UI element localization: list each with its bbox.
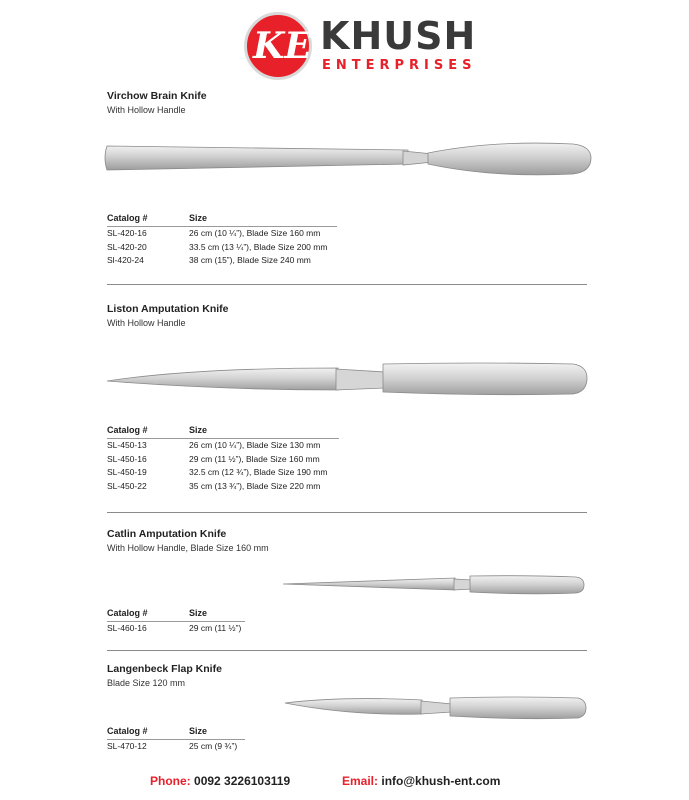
table-header xyxy=(107,425,339,439)
catalog-number: Sl-420-24 xyxy=(107,255,144,265)
catalog-table xyxy=(107,213,337,268)
phone-label: Phone: xyxy=(150,774,191,788)
catalog-number: SL-470-12 xyxy=(107,741,147,751)
catalog-table xyxy=(107,608,245,636)
header-catalog: Catalog # xyxy=(107,425,148,435)
table-row xyxy=(107,622,245,636)
section-divider xyxy=(107,512,587,513)
product-title: Virchow Brain Knife xyxy=(107,90,207,102)
product-subtitle: With Hollow Handle xyxy=(107,105,186,115)
knife-image xyxy=(103,356,593,402)
catalog-number: SL-450-22 xyxy=(107,480,147,491)
size-cell: 38 cm (15”), Blade Size 240 mm xyxy=(189,255,311,265)
product-subtitle: With Hollow Handle xyxy=(107,318,186,328)
product-heading xyxy=(107,662,587,690)
product-subtitle: With Hollow Handle, Blade Size 160 mm xyxy=(107,543,269,553)
size-cell: 29 cm (11 ½”), Blade Size 160 mm xyxy=(189,453,320,464)
section-divider xyxy=(107,284,587,285)
table-row xyxy=(107,439,339,453)
logo-badge xyxy=(244,12,312,80)
logo-name: KHUSH xyxy=(320,14,477,58)
catalog-number: SL-450-19 xyxy=(107,467,147,477)
header-catalog: Catalog # xyxy=(107,726,148,736)
table-header xyxy=(107,213,337,227)
table-header xyxy=(107,726,245,740)
company-logo xyxy=(244,12,477,82)
size-cell: 26 cm (10 ¼”), Blade Size 160 mm xyxy=(189,228,321,238)
catalog-number: SL-420-16 xyxy=(107,228,147,238)
product-heading xyxy=(107,302,587,330)
email-info xyxy=(342,774,500,788)
table-row xyxy=(107,480,339,494)
table-row xyxy=(107,453,339,467)
size-cell: 32.5 cm (12 ¾”), Blade Size 190 mm xyxy=(189,467,328,477)
logo-subtitle: ENTERPRISES xyxy=(322,58,477,73)
knife-image xyxy=(280,572,586,598)
size-cell: 33.5 cm (13 ¼”), Blade Size 200 mm xyxy=(189,241,328,252)
size-cell: 26 cm (10 ¼”), Blade Size 130 mm xyxy=(189,440,321,450)
knife-image xyxy=(282,692,588,724)
product-title: Catlin Amputation Knife xyxy=(107,528,227,540)
table-row xyxy=(107,466,339,480)
table-header xyxy=(107,608,245,622)
size-cell: 29 cm (11 ½”) xyxy=(189,623,242,633)
size-cell: 25 cm (9 ¾”) xyxy=(189,741,238,751)
header-size: Size xyxy=(189,726,208,736)
catalog-number: SL-420-20 xyxy=(107,241,147,252)
product-title: Liston Amputation Knife xyxy=(107,303,229,315)
catalog-number: SL-450-16 xyxy=(107,453,147,464)
phone-info xyxy=(150,774,290,788)
table-row xyxy=(107,254,337,268)
email-label: Email: xyxy=(342,774,379,788)
header-catalog: Catalog # xyxy=(107,608,148,618)
catalog-table xyxy=(107,726,245,754)
email-address[interactable]: info@khush-ent.com xyxy=(381,774,501,788)
catalog-table xyxy=(107,425,339,493)
table-row xyxy=(107,241,337,255)
product-heading xyxy=(107,89,587,117)
catalog-number: SL-450-13 xyxy=(107,440,147,450)
header-size: Size xyxy=(189,608,208,618)
table-row xyxy=(107,740,245,754)
knife-image xyxy=(103,132,593,184)
phone-number[interactable]: 0092 3226103119 xyxy=(194,774,291,788)
product-heading xyxy=(107,527,587,555)
product-subtitle: Blade Size 120 mm xyxy=(107,678,186,688)
table-row xyxy=(107,227,337,241)
product-title: Langenbeck Flap Knife xyxy=(107,663,222,675)
section-divider xyxy=(107,650,587,651)
size-cell: 35 cm (13 ¾”), Blade Size 220 mm xyxy=(189,480,321,491)
header-size: Size xyxy=(189,425,208,435)
header-catalog: Catalog # xyxy=(107,213,148,223)
header-size: Size xyxy=(189,213,208,223)
logo-initials: KE xyxy=(253,25,312,67)
catalog-number: SL-460-16 xyxy=(107,623,147,633)
